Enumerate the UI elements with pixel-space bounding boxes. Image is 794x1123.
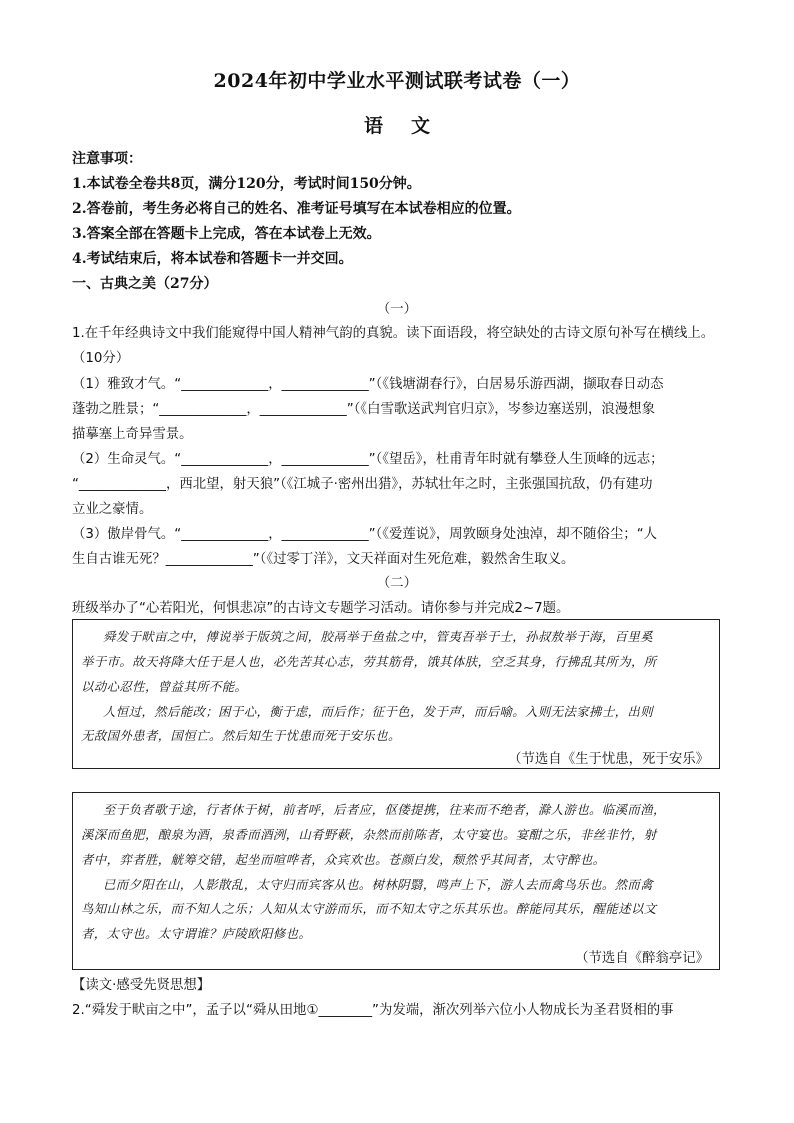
- passage-source: （节选自《醉翁亭记》: [575, 951, 709, 966]
- section-heading: 一、古典之美（27分）: [72, 276, 218, 292]
- notice-item: 4.考试结束后，将本试卷和答题卡一并交回。: [72, 251, 353, 267]
- notice-item: 2.答卷前，考生务必将自己的姓名、准考证号填写在本试卷相应的位置。: [72, 201, 521, 217]
- question-line: 立业之豪情。: [72, 502, 153, 517]
- passage-line: 无敌国外患者，国恒亡。然后知生于忧患而死于安乐也。: [81, 728, 401, 743]
- passage-line: 举于市。故天将降大任于是人也，必先苦其心志，劳其筋骨，饿其体肤，空乏其身，行拂乱其所为，所: [81, 654, 657, 669]
- question-line: 生自古谁无死？_____________”（《过零丁洋》，文天祥面对生死危难，毅然舍生取义。: [72, 552, 575, 567]
- passage-box: [72, 792, 720, 970]
- passage-line: 至于负者歌于途，行者休于树，前者呼，后者应，伛偻提携，往来而不绝者，滁人游也。临溪而渔，: [103, 802, 666, 817]
- passage-source: （节选自《生于忧患，死于安乐》: [508, 752, 709, 767]
- question-line: 1.在千年经典诗文中我们能窥得中国人精神气韵的真貌。读下面语段，将空缺处的古诗文原句补写在横线上。: [72, 326, 715, 341]
- passage-line: 已而夕阳在山，人影散乱，太守归而宾客从也。树林阴翳，鸣声上下，游人去而禽鸟乐也。然而禽: [103, 877, 653, 892]
- passage-line: 者，太守也。太守谓谁？庐陵欧阳修也。: [81, 926, 312, 941]
- exam-title: 2024年初中学业水平测试联考试卷（一）: [213, 70, 581, 92]
- question-line: （2）生命灵气。“_____________，_____________”（《望岳》，杜甫青年时就有攀登人生顶峰的远志；: [72, 452, 664, 467]
- question-line: 2.“舜发于畎亩之中”，孟子以“舜从田地①________”为发端，渐次列举六位小人物成长为圣君贤相的事: [72, 1003, 674, 1018]
- question-line: 描摹塞上奇异雪景。: [72, 427, 193, 442]
- notice-heading: 注意事项：: [72, 151, 142, 167]
- part-label: （二）: [376, 576, 418, 591]
- question-line: （1）雅致才气。“_____________，_____________”（《钱塘湖春行》，白居易乐游西湖，撷取春日动态: [72, 377, 664, 392]
- part-label: （一）: [376, 302, 418, 317]
- reading-heading: 【读文·感受先贤思想】: [72, 978, 211, 993]
- passage-line: 鸟知山林之乐，而不知人之乐；人知从太守游而乐，而不知太守之乐其乐也。醉能同其乐，醒能述以文: [81, 901, 657, 916]
- question-line: （3）傲岸骨气。“_____________，_____________”（《爱莲说》，周敦颐身处浊淖，却不随俗尘；“人: [72, 527, 658, 542]
- notice-item: 1.本试卷全卷共8页，满分120分，考试时间150分钟。: [72, 176, 421, 192]
- passage-line: 以动心忍性，曾益其所不能。: [81, 679, 248, 694]
- passage-box: [72, 619, 720, 769]
- passage-line: 溪深而鱼肥，酿泉为酒，泉香而酒洌，山肴野蔌，杂然而前陈者，太守宴也。宴酣之乐，非丝非竹，射: [81, 827, 657, 842]
- notice-item: 3.答案全部在答题卡上完成，答在本试卷上无效。: [72, 226, 381, 242]
- exam-subject: 语文: [363, 115, 458, 137]
- passage-line: 人恒过，然后能改；困于心，衡于虑，而后作；征于色，发于声，而后喻。入则无法家拂士，出则: [103, 704, 653, 719]
- passage-line: 者中，弈者胜，觥筹交错，起坐而喧哗者，众宾欢也。苍颜白发，颓然乎其间者，太守醉也。: [81, 852, 606, 867]
- activity-intro: 班级举办了“心若阳光，何惧悲凉”的古诗文专题学习活动。请你参与并完成2~7题。: [72, 601, 570, 616]
- question-line: 蓬勃之胜景；“_____________，_____________”（《白雪歌送武判官归京》，岑参边塞送别，浪漫想象: [72, 402, 655, 417]
- passage-line: 舜发于畎亩之中，傅说举于版筑之间，胶鬲举于鱼盐之中，管夷吾举于士，孙叔敖举于海，百里奚: [103, 629, 653, 644]
- question-line: “_____________，西北望，射天狼”（《江城子·密州出猎》，苏轼壮年之时，主张强国抗敌，仍有建功: [72, 477, 653, 492]
- question-line: （10分）: [72, 351, 130, 366]
